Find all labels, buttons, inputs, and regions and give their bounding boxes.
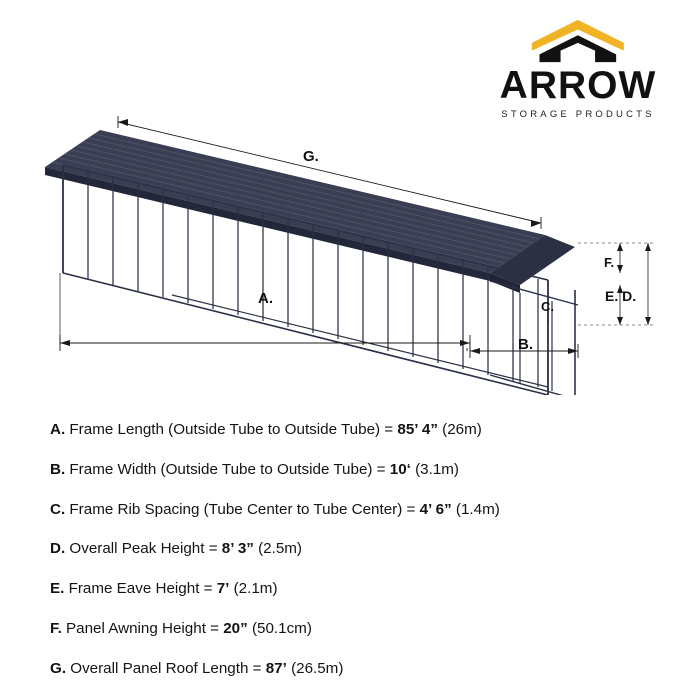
spec-letter: A. (50, 421, 66, 438)
spec-metric: (2.1m) (229, 580, 278, 597)
callout-g: G. (303, 148, 319, 165)
spec-text: Overall Panel Roof Length = (66, 659, 266, 677)
spec-text: Frame Length (Outside Tube to Outside Tube) = (65, 421, 398, 438)
specifications-list (50, 420, 660, 698)
spec-value: 87’ (265, 659, 287, 677)
spec-row (50, 420, 660, 440)
callout-b: B. (518, 336, 533, 353)
spec-row (50, 619, 660, 639)
spec-text: Frame Eave Height = (64, 580, 217, 597)
spec-row (50, 460, 660, 480)
spec-metric: (26m) (437, 421, 482, 438)
brand-name: ARROW (499, 64, 657, 107)
carport-diagram (0, 95, 700, 395)
spec-row (50, 500, 660, 520)
spec-row (50, 659, 660, 679)
brand-tagline: STORAGE PRODUCTS (501, 109, 655, 120)
spec-letter: F. (50, 619, 62, 637)
spec-text: Panel Awning Height = (61, 619, 224, 637)
spec-value: 7’ (216, 580, 230, 597)
spec-letter: G. (50, 659, 67, 677)
spec-letter: D. (50, 540, 66, 558)
callout-c: C. (541, 299, 554, 314)
callout-a: A. (258, 290, 273, 307)
spec-value: 8’ 3” (221, 540, 254, 558)
spec-letter: B. (50, 460, 66, 478)
spec-value: 85’ 4” (397, 421, 438, 438)
spec-row (50, 539, 660, 559)
spec-metric: (1.4m) (451, 500, 500, 518)
spec-value: 10‘ (389, 460, 411, 478)
spec-metric: (50.1cm) (247, 619, 312, 637)
callout-ed: E. D. (605, 288, 637, 304)
spec-value: 4’ 6” (419, 500, 452, 518)
carport-diagram-svg (0, 95, 700, 395)
spec-metric: (26.5m) (286, 659, 344, 677)
callout-f: F. (604, 255, 615, 270)
spec-text: Frame Width (Outside Tube to Outside Tube) = (65, 460, 390, 478)
spec-row (50, 579, 660, 599)
spec-text: Frame Rib Spacing (Tube Center to Tube Center) = (65, 500, 420, 518)
spec-letter: E. (50, 580, 65, 597)
spec-value: 20” (223, 619, 248, 637)
spec-text: Overall Peak Height = (65, 540, 222, 558)
arrow-gable-roof-logo-icon (482, 18, 674, 64)
spec-metric: (2.5m) (253, 540, 302, 558)
spec-metric: (3.1m) (410, 460, 459, 478)
spec-letter: C. (50, 500, 66, 518)
